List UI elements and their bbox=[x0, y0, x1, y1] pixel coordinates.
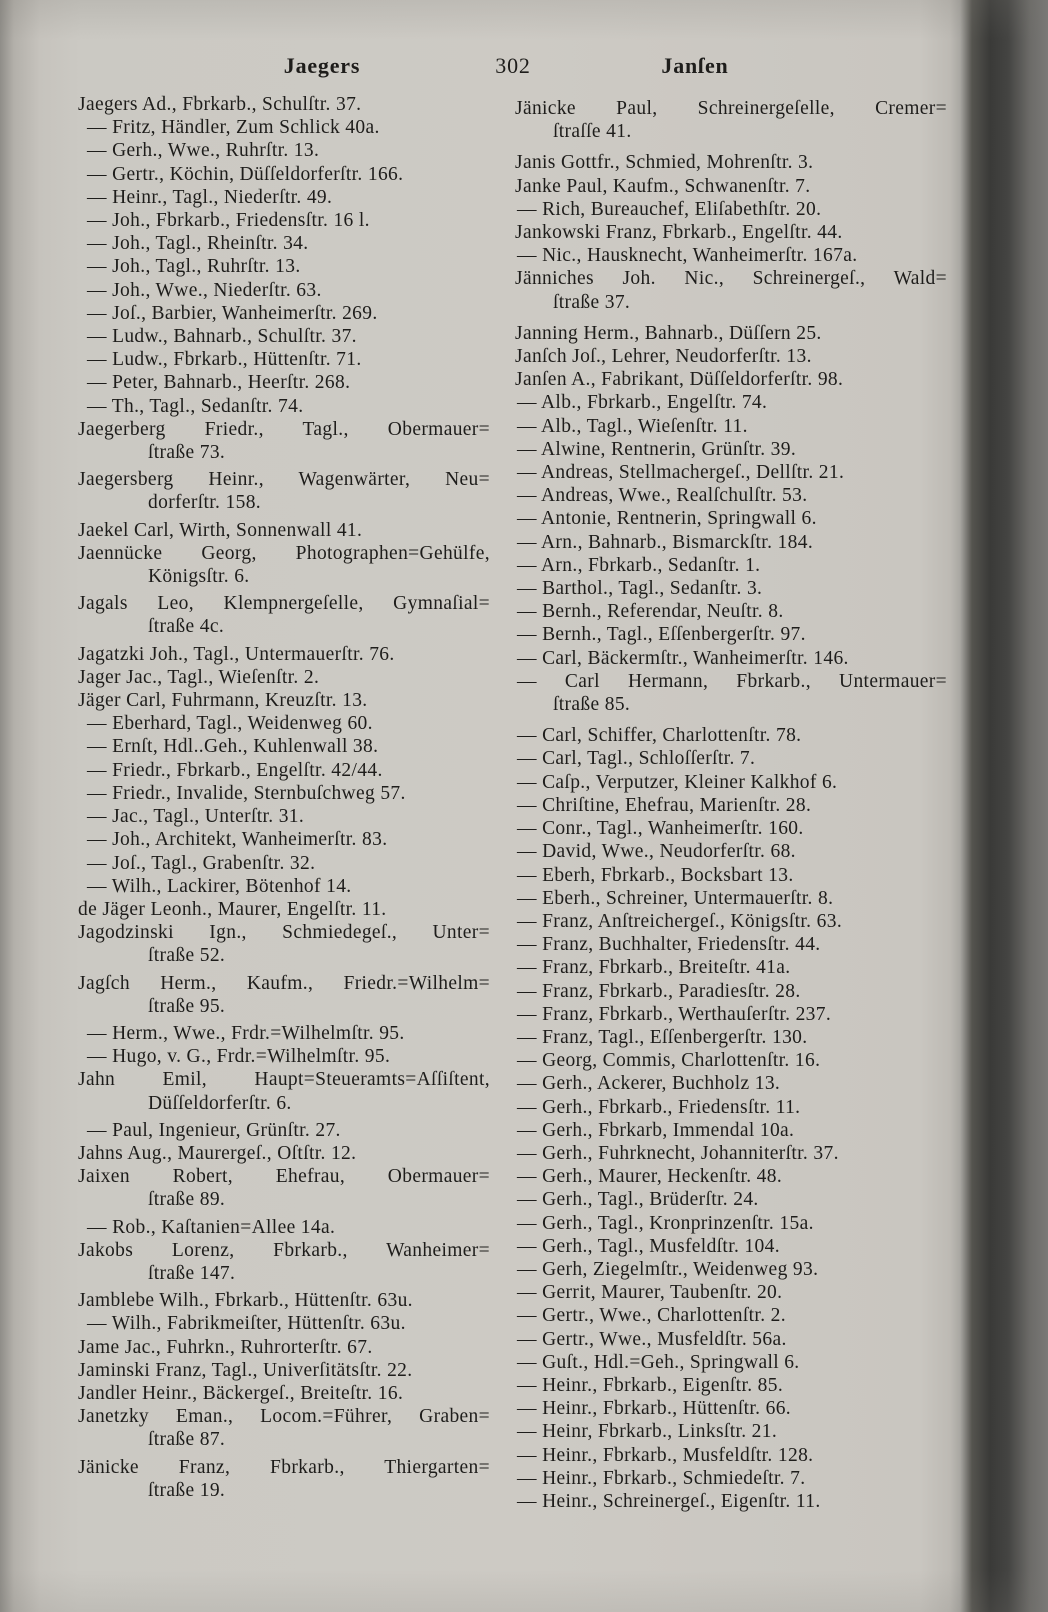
entry-line: Janetzky Eman., Locom.=Führer, Graben= bbox=[78, 1406, 490, 1428]
entry-line: — David, Wwe., Neudorferſtr. 68. bbox=[517, 841, 796, 863]
directory-entry bbox=[515, 980, 947, 1003]
entry-line: — Heinr, Fbrkarb., Linksſtr. 21. bbox=[517, 1421, 778, 1443]
directory-entry bbox=[78, 689, 490, 712]
directory-entry bbox=[78, 1068, 490, 1114]
directory-entry bbox=[515, 554, 947, 577]
entry-line: Jagodzinski Ign., Schmiedegeſ., Unter= bbox=[78, 922, 490, 944]
directory-entry bbox=[515, 1096, 947, 1119]
directory-entry bbox=[515, 1119, 947, 1142]
entry-line: Janſen A., Fabrikant, Düſſeldorferſtr. 98. bbox=[515, 369, 844, 391]
directory-entry bbox=[515, 1072, 947, 1095]
entry-line: Jäger Carl, Fuhrmann, Kreuzſtr. 13. bbox=[78, 690, 368, 712]
entry-line: — Gerh., Fbrkarb, Immendal 10a. bbox=[517, 1119, 795, 1141]
directory-entry bbox=[515, 151, 947, 174]
directory-entry bbox=[78, 232, 490, 255]
directory-entry bbox=[515, 461, 947, 484]
entry-line: Jaegers Ad., Fbrkarb., Schulſtr. 37. bbox=[78, 94, 362, 115]
directory-entry bbox=[515, 1444, 947, 1467]
directory-entry bbox=[515, 198, 947, 221]
entry-line: — Franz, Fbrkarb., Paradiesſtr. 28. bbox=[517, 980, 801, 1002]
entry-line: — Nic., Hausknecht, Wanheimerſtr. 167a. bbox=[517, 245, 858, 267]
right-column bbox=[515, 97, 947, 1513]
entry-line: — Gerh, Ziegelmſtr., Weidenweg 93. bbox=[517, 1258, 819, 1280]
directory-entry bbox=[78, 921, 490, 967]
directory-entry bbox=[78, 805, 490, 828]
entry-continuation-line: ſtraße 37. bbox=[553, 291, 631, 313]
entry-line: — Heinr., Fbrkarb., Musfeldſtr. 128. bbox=[517, 1444, 814, 1466]
entry-line: — Gerh., Tagl., Musfeldſtr. 104. bbox=[517, 1235, 780, 1257]
directory-entry bbox=[515, 933, 947, 956]
directory-entry bbox=[78, 1382, 490, 1405]
directory-entry bbox=[515, 1258, 947, 1281]
running-head-right: Janſen bbox=[661, 53, 729, 78]
entry-line: — Guſt., Hdl.=Geh., Springwall 6. bbox=[517, 1351, 800, 1373]
entry-line: — Caſp., Verputzer, Kleiner Kalkhof 6. bbox=[517, 771, 838, 793]
entry-line: de Jäger Leonh., Maurer, Engelſtr. 11. bbox=[78, 898, 387, 920]
entry-line: Jaegerberg Friedr., Tagl., Obermauer= bbox=[78, 418, 490, 440]
entry-line: — Carl, Tagl., Schloſſerſtr. 7. bbox=[517, 748, 756, 770]
entry-line: — Andreas, Stellmachergeſ., Dellſtr. 21. bbox=[517, 462, 845, 484]
entry-line: — Arn., Bahnarb., Bismarckſtr. 184. bbox=[517, 531, 814, 553]
entry-line: — Heinr., Tagl., Niederſtr. 49. bbox=[87, 186, 333, 208]
directory-entry bbox=[78, 759, 490, 782]
entry-line: — Joh., Wwe., Niederſtr. 63. bbox=[87, 279, 322, 301]
entry-line: — Th., Tagl., Sedanſtr. 74. bbox=[87, 395, 304, 417]
entry-line: — Georg, Commis, Charlottenſtr. 16. bbox=[517, 1050, 821, 1072]
directory-entry bbox=[515, 1420, 947, 1443]
directory-entry bbox=[515, 670, 947, 716]
directory-entry bbox=[515, 1235, 947, 1258]
entry-line: — Gerh., Maurer, Heckenſtr. 48. bbox=[517, 1166, 783, 1188]
directory-entry bbox=[78, 519, 490, 542]
entry-line: — Gerh., Wwe., Ruhrſtr. 13. bbox=[87, 140, 320, 162]
entry-line: — Friedr., Invalide, Sternbuſchweg 57. bbox=[87, 782, 406, 804]
directory-entry bbox=[515, 1188, 947, 1211]
entry-line: Jagatzki Joh., Tagl., Untermauerſtr. 76. bbox=[78, 643, 395, 665]
directory-entry bbox=[515, 1142, 947, 1165]
directory-entry bbox=[78, 542, 490, 588]
directory-entry bbox=[78, 1289, 490, 1312]
entry-line: Jänniches Joh. Nic., Schreinergeſ., Wald= bbox=[515, 268, 947, 290]
entry-line: Jamblebe Wilh., Fbrkarb., Hüttenſtr. 63u. bbox=[78, 1290, 413, 1312]
directory-entry bbox=[515, 817, 947, 840]
directory-entry bbox=[515, 724, 947, 747]
entry-line: — Gertr., Köchin, Düſſeldorferſtr. 166. bbox=[87, 163, 404, 185]
directory-entry bbox=[78, 1045, 490, 1068]
entry-line: Jaegersberg Heinr., Wagenwärter, Neu= bbox=[78, 469, 490, 491]
directory-entry bbox=[78, 1456, 490, 1502]
entry-continuation-line: ſtraße 95. bbox=[148, 995, 226, 1017]
directory-entry bbox=[78, 875, 490, 898]
page-number: 302 bbox=[495, 53, 531, 78]
directory-entry bbox=[78, 348, 490, 371]
directory-entry bbox=[515, 415, 947, 438]
entry-line: Jaminski Franz, Tagl., Univerſitätsſtr. 22. bbox=[78, 1359, 413, 1381]
entry-line: — Alb., Tagl., Wieſenſtr. 11. bbox=[517, 415, 748, 437]
entry-line: — Franz, Tagl., Eſſenbergerſtr. 130. bbox=[517, 1026, 808, 1048]
entry-continuation-line: Königsſtr. 6. bbox=[148, 566, 250, 588]
directory-entry bbox=[78, 302, 490, 325]
directory-entry bbox=[515, 244, 947, 267]
entry-line: — Chriſtine, Ehefrau, Marienſtr. 28. bbox=[517, 794, 812, 816]
directory-entry bbox=[515, 956, 947, 979]
directory-entry bbox=[78, 395, 490, 418]
entry-line: — Barthol., Tagl., Sedanſtr. 3. bbox=[517, 578, 763, 600]
directory-entry bbox=[78, 418, 490, 464]
directory-entry bbox=[78, 782, 490, 805]
left-column bbox=[78, 93, 490, 1506]
directory-entry bbox=[515, 840, 947, 863]
running-head-left: Jaegers bbox=[283, 53, 361, 78]
entry-line: Jahns Aug., Maurergeſ., Oſtſtr. 12. bbox=[78, 1142, 357, 1164]
entry-continuation-line: ſtraſſe 41. bbox=[553, 121, 632, 143]
entry-line: — Wilh., Lackirer, Bötenhof 14. bbox=[87, 875, 352, 897]
directory-entry bbox=[78, 898, 490, 921]
entry-line: — Antonie, Rentnerin, Springwall 6. bbox=[517, 508, 817, 530]
directory-entry bbox=[515, 1281, 947, 1304]
directory-entry bbox=[78, 828, 490, 851]
entry-continuation-line: ſtraße 87. bbox=[148, 1429, 226, 1451]
directory-entry bbox=[78, 116, 490, 139]
directory-entry bbox=[515, 1049, 947, 1072]
entry-line: — Gertr., Wwe., Charlottenſtr. 2. bbox=[517, 1305, 786, 1327]
entry-line: — Gertr., Wwe., Musfeldſtr. 56a. bbox=[517, 1328, 787, 1350]
directory-entry bbox=[515, 600, 947, 623]
entry-line: — Bernh., Referendar, Neuſtr. 8. bbox=[517, 601, 784, 623]
directory-entry bbox=[78, 325, 490, 348]
entry-line: — Heinr., Fbrkarb., Schmiedeſtr. 7. bbox=[517, 1467, 806, 1489]
entry-line: — Franz, Fbrkarb., Breiteſtr. 41a. bbox=[517, 957, 791, 979]
entry-continuation-line: ſtraße 73. bbox=[148, 442, 226, 464]
entry-line: — Alb., Fbrkarb., Engelſtr. 74. bbox=[517, 392, 768, 414]
entry-line: Jager Jac., Tagl., Wieſenſtr. 2. bbox=[78, 666, 320, 688]
directory-entry bbox=[515, 1490, 947, 1513]
directory-entry bbox=[78, 279, 490, 302]
entry-line: Jaixen Robert, Ehefrau, Obermauer= bbox=[78, 1166, 490, 1188]
directory-entry bbox=[78, 1359, 490, 1382]
directory-entry bbox=[515, 910, 947, 933]
directory-entry bbox=[515, 531, 947, 554]
directory-entry bbox=[515, 1374, 947, 1397]
directory-entry bbox=[78, 643, 490, 666]
directory-entry bbox=[78, 1336, 490, 1359]
entry-line: — Peter, Bahnarb., Heerſtr. 268. bbox=[87, 372, 351, 394]
entry-line: Jaennücke Georg, Photographen=Gehülfe, bbox=[78, 542, 490, 564]
entry-line: Janning Herm., Bahnarb., Düſſern 25. bbox=[515, 322, 822, 344]
entry-line: Jankowski Franz, Fbrkarb., Engelſtr. 44. bbox=[515, 222, 843, 244]
directory-entry bbox=[515, 345, 947, 368]
directory-entry bbox=[78, 1165, 490, 1211]
entry-continuation-line: ſtraße 4c. bbox=[148, 616, 225, 638]
entry-line: — Hugo, v. G., Frdr.=Wilhelmſtr. 95. bbox=[87, 1046, 391, 1068]
entry-line: — Eberh., Schreiner, Untermauerſtr. 8. bbox=[517, 887, 834, 909]
entry-line: — Franz, Fbrkarb., Werthauſerſtr. 237. bbox=[517, 1003, 832, 1025]
entry-line: — Joh., Tagl., Ruhrſtr. 13. bbox=[87, 256, 301, 278]
entry-line: — Heinr., Fbrkarb., Hüttenſtr. 66. bbox=[517, 1398, 792, 1420]
directory-entry bbox=[515, 1304, 947, 1327]
entry-line: — Conr., Tagl., Wanheimerſtr. 160. bbox=[517, 818, 804, 840]
directory-entry bbox=[78, 163, 490, 186]
entry-continuation-line: ſtraße 85. bbox=[553, 694, 631, 716]
directory-entry bbox=[78, 93, 490, 116]
entry-line: — Franz, Buchhalter, Friedensſtr. 44. bbox=[517, 934, 821, 956]
directory-entry bbox=[515, 794, 947, 817]
entry-line: — Wilh., Fabrikmeiſter, Hüttenſtr. 63u. bbox=[87, 1313, 406, 1335]
entry-line: Janis Gottfr., Schmied, Mohrenſtr. 3. bbox=[515, 152, 814, 174]
directory-entry bbox=[78, 186, 490, 209]
entry-line: — Heinr., Fbrkarb., Eigenſtr. 85. bbox=[517, 1374, 784, 1396]
entry-line: Jagals Leo, Klempnergeſelle, Gymnaſial= bbox=[78, 593, 490, 615]
entry-line: Jandler Heinr., Bäckergeſ., Breiteſtr. 16. bbox=[78, 1382, 404, 1404]
directory-entry bbox=[515, 1467, 947, 1490]
entry-line: — Joſ., Barbier, Wanheimerſtr. 269. bbox=[87, 302, 378, 324]
directory-entry bbox=[78, 972, 490, 1018]
entry-line: — Gerh., Fuhrknecht, Johanniterſtr. 37. bbox=[517, 1142, 839, 1164]
directory-entry bbox=[515, 322, 947, 345]
directory-entry bbox=[78, 852, 490, 875]
entry-line: — Carl, Schiffer, Charlottenſtr. 78. bbox=[517, 725, 802, 747]
entry-line: Jagſch Herm., Kaufm., Friedr.=Wilhelm= bbox=[78, 972, 490, 994]
directory-entry bbox=[78, 255, 490, 278]
directory-entry bbox=[515, 887, 947, 910]
entry-line: — Heinr., Schreinergeſ., Eigenſtr. 11. bbox=[517, 1490, 821, 1512]
entry-line: Jaekel Carl, Wirth, Sonnenwall 41. bbox=[78, 519, 363, 541]
entry-line: — Eberh, Fbrkarb., Bocksbart 13. bbox=[517, 864, 794, 886]
entry-continuation-line: ſtraße 19. bbox=[148, 1479, 226, 1501]
entry-line: — Fritz, Händler, Zum Schlick 40a. bbox=[87, 117, 380, 139]
entry-line: Jahn Emil, Haupt=Steueramts=Aſſiſtent, bbox=[78, 1069, 490, 1091]
entry-line: — Joh., Tagl., Rheinſtr. 34. bbox=[87, 233, 309, 255]
directory-entry bbox=[78, 1405, 490, 1451]
entry-line: — Joh., Fbrkarb., Friedensſtr. 16 l. bbox=[87, 210, 370, 232]
entry-line: — Alwine, Rentnerin, Grünſtr. 39. bbox=[517, 438, 797, 460]
entry-line: — Gerrit, Maurer, Taubenſtr. 20. bbox=[517, 1282, 783, 1304]
directory-entry bbox=[78, 209, 490, 232]
directory-entry bbox=[515, 1351, 947, 1374]
directory-entry bbox=[515, 1026, 947, 1049]
entry-line: — Gerh., Fbrkarb., Friedensſtr. 11. bbox=[517, 1096, 801, 1118]
entry-line: — Franz, Anſtreichergeſ., Königsſtr. 63. bbox=[517, 910, 843, 932]
directory-entry bbox=[515, 391, 947, 414]
directory-entry bbox=[78, 371, 490, 394]
entry-line: — Joſ., Tagl., Grabenſtr. 32. bbox=[87, 852, 316, 874]
directory-entry bbox=[515, 1165, 947, 1188]
directory-entry bbox=[515, 267, 947, 313]
directory-entry bbox=[515, 1003, 947, 1026]
directory-entry bbox=[515, 771, 947, 794]
directory-entry bbox=[78, 1216, 490, 1239]
entry-line: — Ludw., Bahnarb., Schulſtr. 37. bbox=[87, 326, 357, 348]
directory-entry bbox=[515, 1328, 947, 1351]
entry-line: — Joh., Architekt, Wanheimerſtr. 83. bbox=[87, 829, 388, 851]
entry-line: Janſch Joſ., Lehrer, Neudorferſtr. 13. bbox=[515, 346, 812, 368]
entry-continuation-line: ſtraße 147. bbox=[148, 1262, 236, 1284]
entry-line: — Ernſt, Hdl..Geh., Kuhlenwall 38. bbox=[87, 736, 379, 758]
entry-line: — Gerh., Tagl., Brüderſtr. 24. bbox=[517, 1189, 759, 1211]
directory-entry bbox=[515, 438, 947, 461]
entry-line: — Jac., Tagl., Unterſtr. 31. bbox=[87, 806, 305, 828]
entry-continuation-line: ſtraße 89. bbox=[148, 1189, 226, 1211]
directory-entry bbox=[515, 1212, 947, 1235]
entry-line: — Arn., Fbrkarb., Sedanſtr. 1. bbox=[517, 554, 761, 576]
directory-entry bbox=[78, 468, 490, 514]
directory-entry bbox=[515, 221, 947, 244]
entry-line: — Bernh., Tagl., Eſſenbergerſtr. 97. bbox=[517, 624, 806, 646]
directory-entry bbox=[515, 484, 947, 507]
entry-line: Jänicke Franz, Fbrkarb., Thiergarten= bbox=[78, 1456, 490, 1478]
entry-line: Janke Paul, Kaufm., Schwanenſtr. 7. bbox=[515, 175, 811, 197]
directory-entry bbox=[515, 507, 947, 530]
entry-line: — Rob., Kaſtanien=Allee 14a. bbox=[87, 1216, 336, 1238]
entry-continuation-line: Düſſeldorferſtr. 6. bbox=[148, 1092, 292, 1114]
directory-entry bbox=[78, 1119, 490, 1142]
entry-line: — Carl Hermann, Fbrkarb., Untermauer= bbox=[517, 670, 947, 692]
entry-line: — Herm., Wwe., Frdr.=Wilhelmſtr. 95. bbox=[87, 1022, 405, 1044]
directory-entry bbox=[78, 1142, 490, 1165]
directory-entry bbox=[78, 139, 490, 162]
directory-entry bbox=[515, 368, 947, 391]
directory-entry bbox=[515, 97, 947, 143]
directory-entry bbox=[78, 712, 490, 735]
entry-line: — Ludw., Fbrkarb., Hüttenſtr. 71. bbox=[87, 349, 362, 371]
directory-entry bbox=[78, 1239, 490, 1285]
entry-line: — Eberhard, Tagl., Weidenweg 60. bbox=[87, 713, 373, 735]
directory-entry bbox=[515, 577, 947, 600]
directory-entry bbox=[515, 747, 947, 770]
directory-entry bbox=[78, 592, 490, 638]
entry-line: — Gerh., Tagl., Kronprinzenſtr. 15a. bbox=[517, 1212, 814, 1234]
directory-entry bbox=[78, 666, 490, 689]
entry-line: Jänicke Paul, Schreinergeſelle, Cremer= bbox=[515, 98, 947, 119]
directory-entry bbox=[515, 864, 947, 887]
entry-line: — Andreas, Wwe., Realſchulſtr. 53. bbox=[517, 485, 808, 507]
entry-line: — Friedr., Fbrkarb., Engelſtr. 42/44. bbox=[87, 759, 383, 781]
entry-line: — Gerh., Ackerer, Buchholz 13. bbox=[517, 1073, 781, 1095]
entry-line: — Paul, Ingenieur, Grünſtr. 27. bbox=[87, 1119, 341, 1141]
directory-entry bbox=[78, 735, 490, 758]
entry-continuation-line: dorferſtr. 158. bbox=[148, 492, 262, 514]
directory-entry bbox=[515, 175, 947, 198]
directory-entry bbox=[515, 623, 947, 646]
directory-entry bbox=[515, 647, 947, 670]
entry-line: — Carl, Bäckermſtr., Wanheimerſtr. 146. bbox=[517, 647, 849, 669]
entry-continuation-line: ſtraße 52. bbox=[148, 945, 226, 967]
directory-entry bbox=[515, 1397, 947, 1420]
directory-entry bbox=[78, 1022, 490, 1045]
directory-entry bbox=[78, 1312, 490, 1335]
entry-line: Jakobs Lorenz, Fbrkarb., Wanheimer= bbox=[78, 1239, 490, 1261]
entry-line: — Rich, Bureauchef, Eliſabethſtr. 20. bbox=[517, 198, 822, 220]
entry-line: Jame Jac., Fuhrkn., Ruhrorterſtr. 67. bbox=[78, 1336, 373, 1358]
